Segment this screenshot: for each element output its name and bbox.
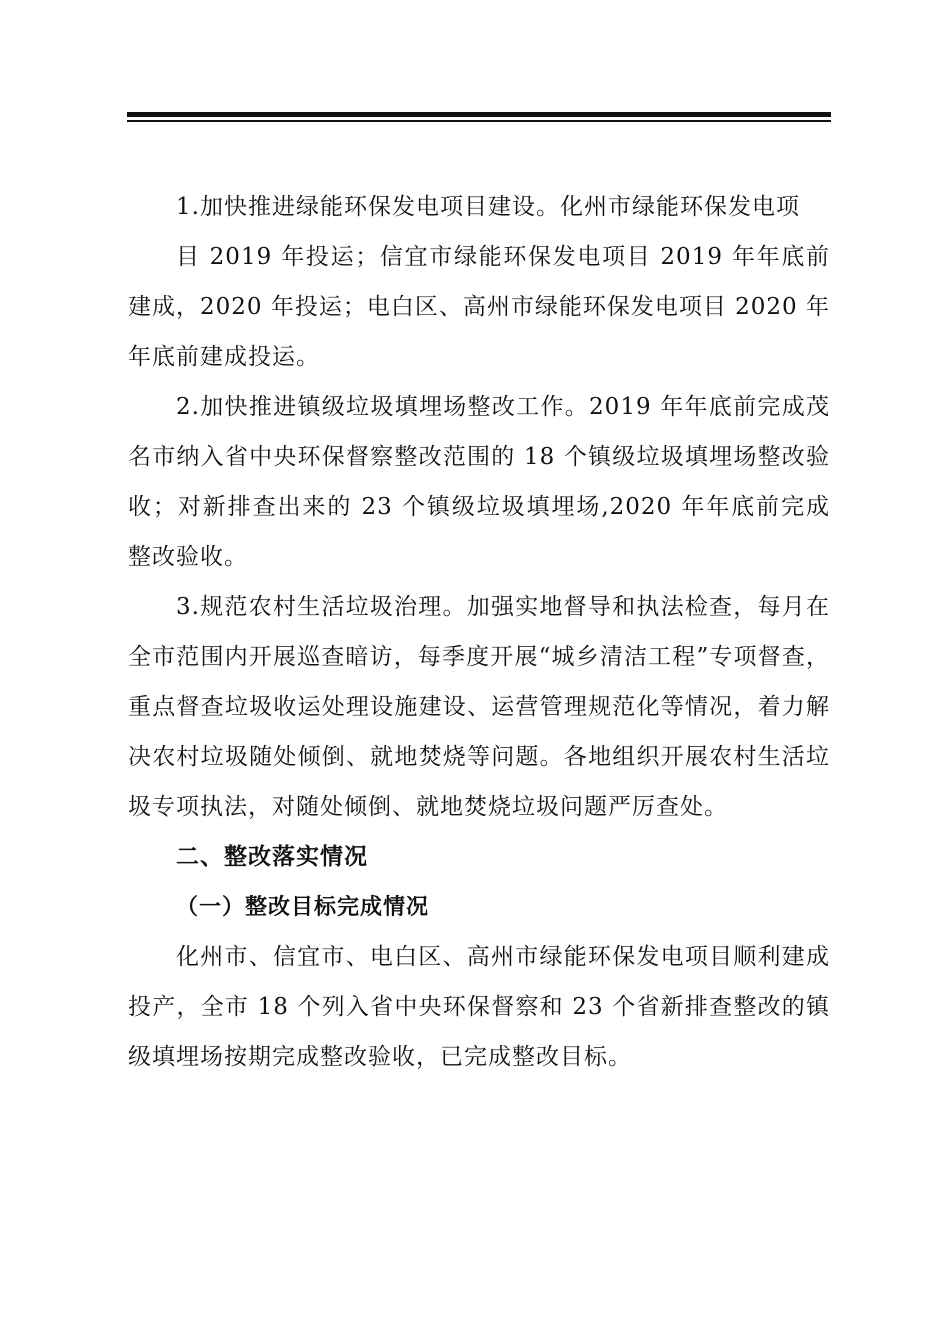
header-double-rule-thick (127, 112, 831, 117)
paragraph-2: 2.加快推进镇级垃圾填埋场整改工作。2019 年年底前完成茂名市纳入省中央环保督察整改范围的 18 个镇级垃圾填埋场整改验收；对新排查出来的 23 个镇级垃圾填埋场,2020 年年底前完成整改验收。 (128, 394, 830, 570)
header-double-rule-thin (127, 120, 831, 122)
paragraph-4: 化州市、信宜市、电白区、高州市绿能环保发电项目顺利建成投产，全市 18 个列入省中央环保督察和 23 个省新排查整改的镇级填埋场按期完成整改验收，已完成整改目标。 (128, 944, 830, 1070)
paragraph-1-first-line: 1.加快推进绿能环保发电项目建设。化州市绿能环保发电项 (176, 194, 800, 220)
document-body (128, 182, 830, 1082)
paragraph-1-continuation: 目 2019 年投运；信宜市绿能环保发电项目 2019 年年底前建成，2020 年投运；电白区、高州市绿能环保发电项目 2020 年年底前建成投运。 (128, 244, 830, 370)
subsection-heading-1: （一）整改目标完成情况 (176, 894, 430, 920)
section-heading-2: 二、整改落实情况 (176, 843, 368, 870)
paragraph-3: 3.规范农村生活垃圾治理。加强实地督导和执法检查，每月在全市范围内开展巡查暗访，每季度开展“城乡清洁工程”专项督查，重点督查垃圾收运处理设施建设、运营管理规范化等情况，着力解决农村垃圾随处倾倒、就地焚烧等问题。各地组织开展农村生活垃圾专项执法，对随处倾倒、就地焚烧垃圾问题严厉查处。 (128, 594, 830, 820)
